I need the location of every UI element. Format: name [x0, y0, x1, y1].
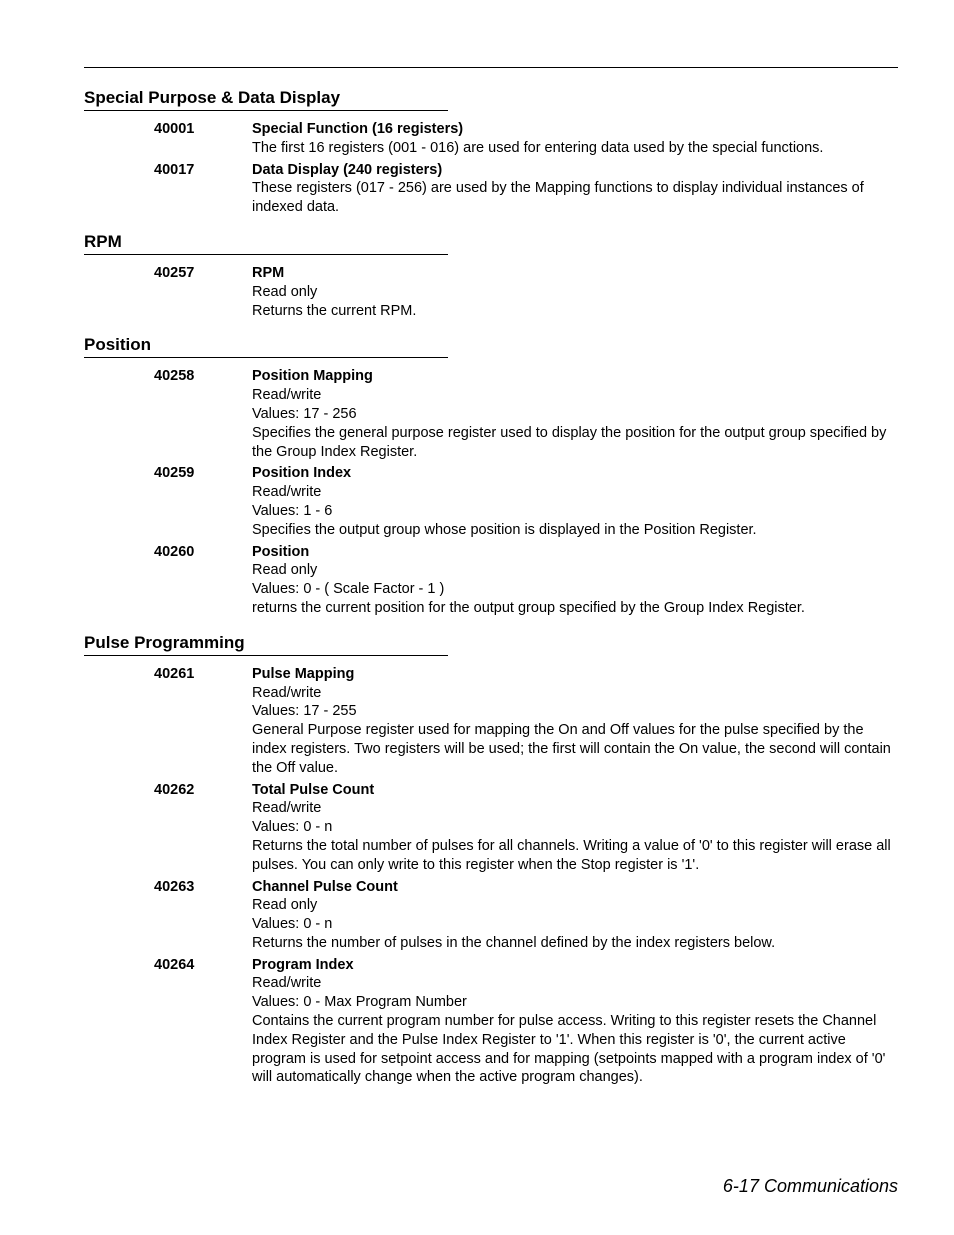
register-detail: Read/write	[252, 975, 322, 992]
register-entry	[154, 264, 898, 320]
register-detail: Values: 17 - 255	[252, 703, 357, 720]
register-name: Position Index	[252, 465, 352, 482]
register-detail: Read/write	[252, 484, 322, 501]
register-entry	[154, 878, 898, 953]
register-description	[252, 464, 898, 539]
register-number: 40258	[154, 368, 195, 385]
register-entry	[154, 120, 898, 158]
register-detail: Read/write	[252, 800, 322, 817]
register-description	[252, 161, 898, 217]
section	[84, 334, 898, 617]
register-detail: General Purpose register used for mapping the On and Off values for the pulse specified by the index registers. Two registers will be used; the first will contain the On value, the second will contain the Off value.	[252, 722, 891, 776]
register-detail: Returns the total number of pulses for all channels. Writing a value of '0' to this register will erase all pulses. You can only write to this register when the Stop register is '1'.	[252, 837, 891, 873]
register-detail: The first 16 registers (001 - 016) are used for entering data used by the special functions.	[252, 139, 824, 156]
register-entry	[154, 161, 898, 217]
register-name: Position Mapping	[252, 368, 373, 385]
register-entry	[154, 781, 898, 875]
register-number: 40017	[154, 161, 195, 178]
register-detail: Returns the number of pulses in the channel defined by the index registers below.	[252, 934, 776, 951]
register-name: Program Index	[252, 956, 354, 973]
register-entry	[154, 464, 898, 539]
register-entry	[154, 956, 898, 1088]
register-number: 40259	[154, 465, 195, 482]
register-name: Position	[252, 543, 310, 560]
register-description	[252, 956, 898, 1088]
section-title: Pulse Programming	[84, 632, 448, 656]
register-detail: Values: 0 - ( Scale Factor - 1 )	[252, 581, 445, 598]
register-number: 40262	[154, 781, 195, 798]
register-detail: Values: 0 - Max Program Number	[252, 994, 467, 1011]
register-description	[252, 367, 898, 461]
register-entry	[154, 367, 898, 461]
register-detail: Contains the current program number for pulse access. Writing to this register resets the Channel Index Register and the Pulse Index Register to '1'. When this register is '0', the current active program is used for setpoint access and for mapping (setpoints mapped with a program index of '0' will automatically change when the active program changes).	[252, 1013, 886, 1086]
register-entry	[154, 665, 898, 778]
register-detail: Values: 0 - n	[252, 819, 333, 836]
register-detail: Values: 0 - n	[252, 916, 333, 933]
register-number: 40260	[154, 543, 195, 560]
register-detail: Read/write	[252, 684, 322, 701]
register-detail: returns the current position for the output group specified by the Group Index Register.	[252, 599, 805, 616]
section	[84, 87, 898, 217]
register-detail: Returns the current RPM.	[252, 302, 417, 319]
register-name: Total Pulse Count	[252, 781, 375, 798]
register-number: 40261	[154, 665, 195, 682]
register-name: Data Display (240 registers)	[252, 161, 443, 178]
section	[84, 231, 898, 320]
section-title: Position	[84, 334, 448, 358]
register-detail: Specifies the output group whose position is displayed in the Position Register.	[252, 521, 757, 538]
register-detail: Read only	[252, 897, 318, 914]
register-detail: Values: 1 - 6	[252, 502, 333, 519]
register-description	[252, 120, 898, 158]
register-detail: Values: 17 - 256	[252, 405, 357, 422]
document-body	[84, 87, 898, 1101]
register-number: 40257	[154, 264, 195, 281]
register-detail: Read only	[252, 562, 318, 579]
register-description	[252, 781, 898, 875]
register-detail: Specifies the general purpose register used to display the position for the output group specified by the Group Index Register.	[252, 424, 887, 460]
register-detail: Read/write	[252, 387, 322, 404]
section-title: RPM	[84, 231, 448, 255]
register-name: Pulse Mapping	[252, 665, 355, 682]
register-description	[252, 264, 898, 320]
top-rule	[84, 67, 898, 68]
register-number: 40263	[154, 878, 195, 895]
page-footer: 6-17 Communications	[722, 1176, 898, 1196]
register-name: Special Function (16 registers)	[252, 121, 464, 137]
section-title: Special Purpose & Data Display	[84, 87, 448, 111]
register-description	[252, 543, 898, 618]
section	[84, 632, 898, 1088]
register-number: 40001	[154, 121, 195, 137]
register-description	[252, 878, 898, 953]
register-entry	[154, 543, 898, 618]
register-detail: Read only	[252, 283, 318, 300]
register-name: Channel Pulse Count	[252, 878, 398, 895]
register-number: 40264	[154, 956, 195, 973]
register-detail: These registers (017 - 256) are used by the Mapping functions to display individual instances of indexed data.	[252, 180, 864, 216]
register-name: RPM	[252, 264, 285, 281]
register-description	[252, 665, 898, 778]
